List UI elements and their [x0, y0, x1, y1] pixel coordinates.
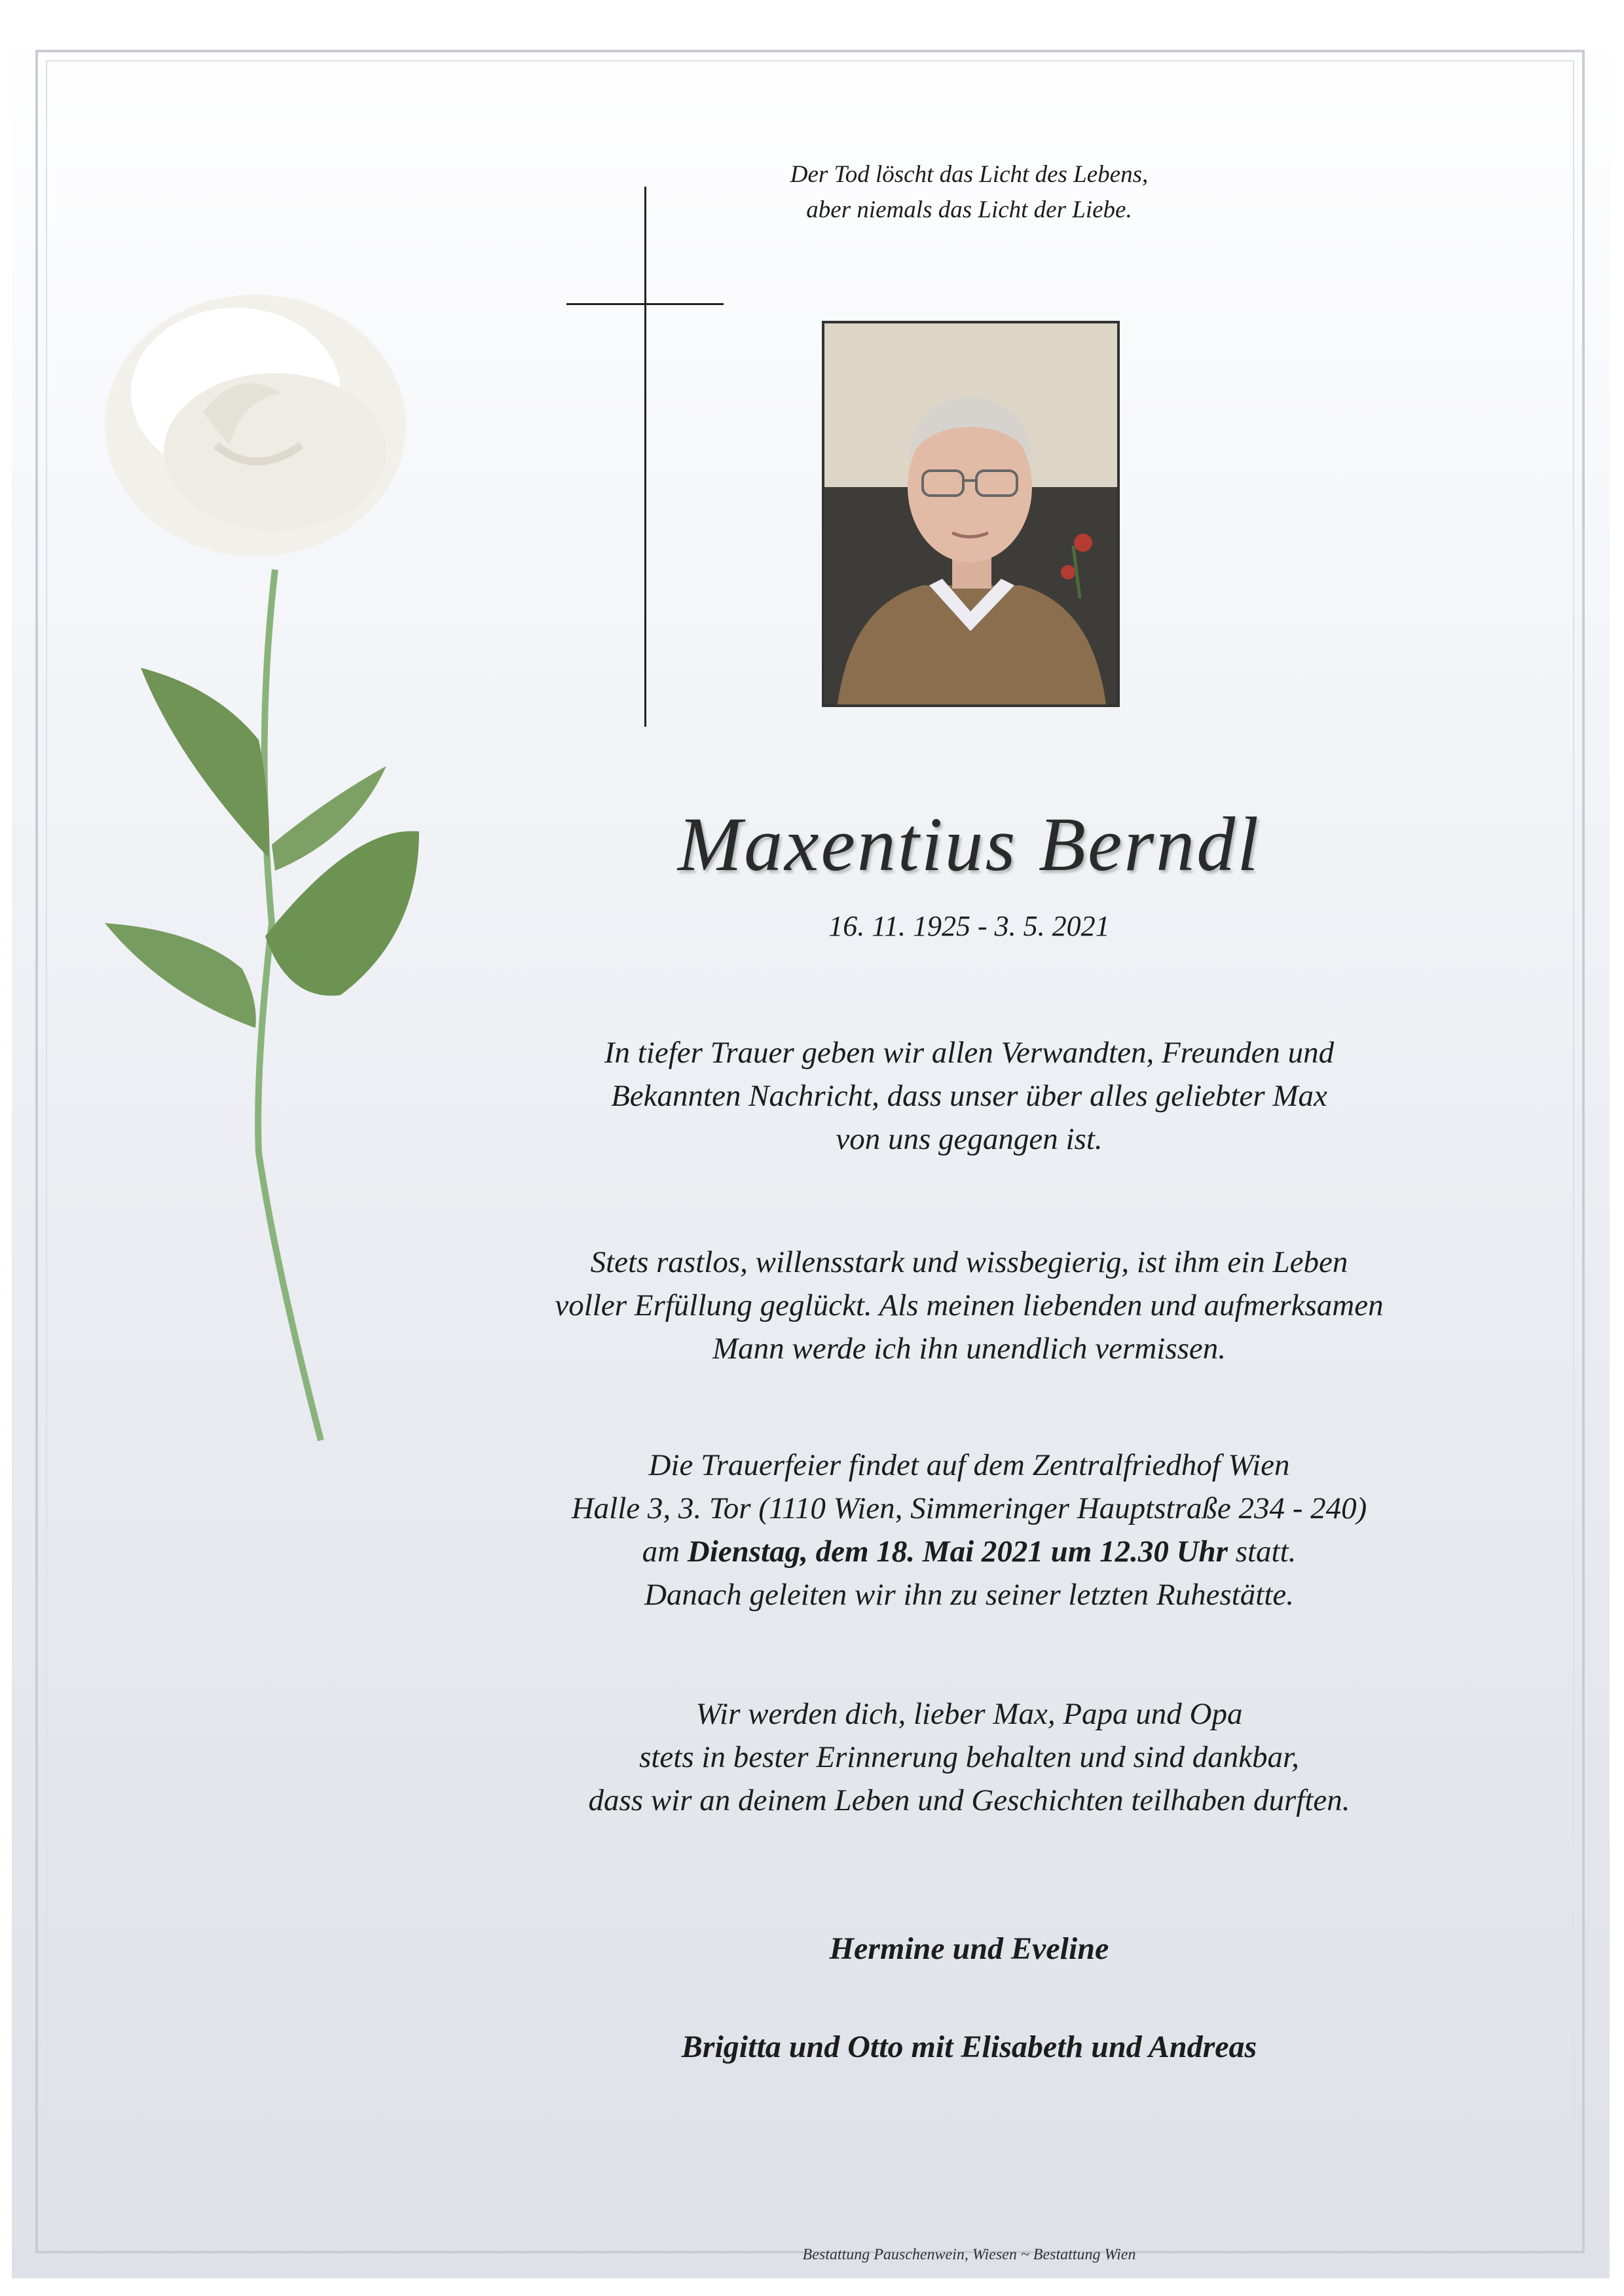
- tribute-paragraph: [419, 1241, 1519, 1370]
- mourner-names-2: Brigitta und Otto mit Elisabeth und Andreas: [681, 2030, 1257, 2064]
- mourner-names-1: Hermine und Eveline: [829, 1931, 1109, 1966]
- quote-line-2: aber niemals das Licht der Liebe.: [806, 196, 1132, 223]
- paragraph-line: voller Erfüllung geglückt. Als meinen liebenden und aufmerksamen: [555, 1288, 1384, 1322]
- funeral-home-footer: Bestattung Pauschenwein, Wiesen ~ Bestattung Wien: [802, 2246, 1136, 2263]
- announcement-paragraph: [419, 1031, 1519, 1161]
- paragraph-line: Bekannten Nachricht, dass unser über alles geliebter Max: [611, 1079, 1327, 1113]
- deceased-name: Maxentius Berndl: [677, 801, 1261, 887]
- paragraph-line: Stets rastlos, willensstark und wissbegierig, ist ihm ein Leben: [590, 1245, 1348, 1279]
- cross-icon-bar: [566, 303, 724, 305]
- rose-icon: [79, 282, 471, 1460]
- life-dates: 16. 11. 1925 - 3. 5. 2021: [828, 910, 1110, 942]
- remembrance-paragraph: [419, 1692, 1519, 1822]
- paragraph-line: stets in bester Erinnerung behalten und sind dankbar,: [639, 1740, 1299, 1774]
- paragraph-line: Danach geleiten wir ihn zu seiner letzten Ruhestätte.: [644, 1578, 1295, 1612]
- ceremony-date: Dienstag, dem 18. Mai 2021 um 12.30 Uhr: [687, 1535, 1228, 1569]
- ceremony-paragraph: [419, 1444, 1519, 1616]
- quote-line-1: Der Tod löscht das Licht des Lebens,: [790, 161, 1149, 188]
- paragraph-line: Die Trauerfeier findet auf dem Zentralfriedhof Wien: [648, 1448, 1290, 1482]
- ceremony-date-line: [419, 1530, 1519, 1573]
- paragraph-line: dass wir an deinem Leben und Geschichten teilhaben durften.: [588, 1783, 1350, 1817]
- paragraph-line: Wir werden dich, lieber Max, Papa und Opa: [695, 1697, 1243, 1731]
- date-suffix: statt.: [1235, 1535, 1297, 1569]
- date-prefix: am: [642, 1535, 680, 1569]
- epitaph-quote: [688, 157, 1251, 228]
- cross-icon: [644, 187, 646, 727]
- paragraph-line: Mann werde ich ihn unendlich vermissen.: [712, 1332, 1227, 1366]
- paragraph-line: Halle 3, 3. Tor (1110 Wien, Simmeringer Hauptstraße 234 - 240): [571, 1491, 1367, 1525]
- portrait-photo: [822, 321, 1120, 707]
- portrait-illustration: [824, 323, 1117, 704]
- paragraph-line: von uns gegangen ist.: [836, 1122, 1103, 1156]
- paragraph-line: In tiefer Trauer geben wir allen Verwandten, Freunden und: [604, 1036, 1335, 1070]
